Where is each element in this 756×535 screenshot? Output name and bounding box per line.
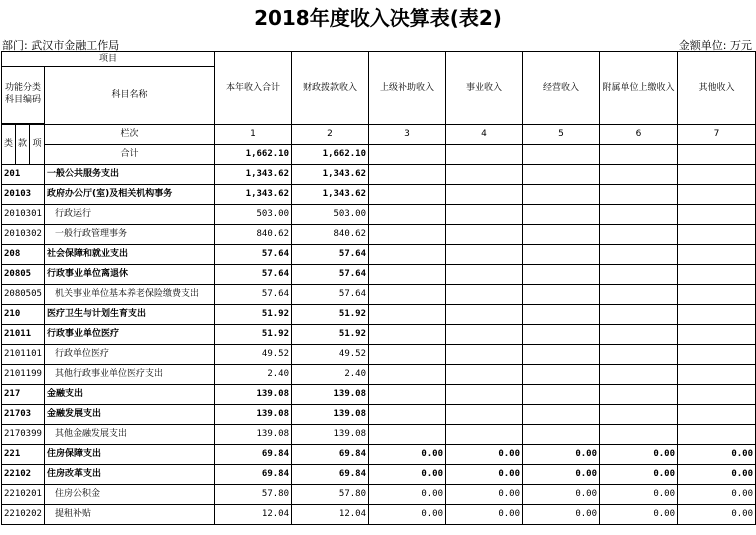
row-code: 22102 xyxy=(2,465,45,485)
row-subject-name: 金融发展支出 xyxy=(45,405,215,425)
row-value-col-1: 139.08 xyxy=(215,405,292,425)
row-value-col-1: 2.40 xyxy=(215,365,292,385)
row-value-col-1: 57.64 xyxy=(215,285,292,305)
row-value-col-3: 0.00 xyxy=(369,505,446,525)
row-value-col-3 xyxy=(369,405,446,425)
row-value-col-5 xyxy=(523,165,600,185)
row-value-col-5 xyxy=(523,205,600,225)
row-value-col-1: 840.62 xyxy=(215,225,292,245)
header-func-code-label: 功能分类科目编码 xyxy=(4,83,41,105)
row-value-col-6 xyxy=(600,165,678,185)
total-value-5 xyxy=(523,145,600,165)
row-value-col-3 xyxy=(369,245,446,265)
row-value-col-1: 57.80 xyxy=(215,485,292,505)
header-col-1: 本年收入合计 xyxy=(215,52,292,125)
row-value-col-2: 57.64 xyxy=(292,245,369,265)
row-value-col-2: 1,343.62 xyxy=(292,185,369,205)
row-value-col-6 xyxy=(600,225,678,245)
row-value-col-7 xyxy=(678,245,756,265)
row-value-col-2: 503.00 xyxy=(292,205,369,225)
total-value-1: 1,662.10 xyxy=(215,145,292,165)
row-value-col-1: 57.64 xyxy=(215,265,292,285)
row-value-col-6 xyxy=(600,325,678,345)
total-value-2: 1,662.10 xyxy=(292,145,369,165)
row-value-col-4 xyxy=(446,325,523,345)
col-number-4: 4 xyxy=(446,125,523,145)
row-value-col-3 xyxy=(369,185,446,205)
row-subject-name: 社会保障和就业支出 xyxy=(45,245,215,265)
row-value-col-4 xyxy=(446,425,523,445)
header-item: 项目 xyxy=(2,52,215,67)
row-value-col-7 xyxy=(678,425,756,445)
row-value-col-6 xyxy=(600,405,678,425)
row-value-col-4 xyxy=(446,365,523,385)
row-value-col-2: 840.62 xyxy=(292,225,369,245)
row-value-col-4 xyxy=(446,385,523,405)
table-row xyxy=(2,485,756,505)
row-code: 221 xyxy=(2,445,45,465)
row-value-col-2: 69.84 xyxy=(292,465,369,485)
row-value-col-3 xyxy=(369,285,446,305)
row-value-col-4 xyxy=(446,165,523,185)
header-lei: 类 xyxy=(2,125,16,165)
table-row xyxy=(2,265,756,285)
row-subject-name: 金融支出 xyxy=(45,385,215,405)
row-value-col-7 xyxy=(678,285,756,305)
row-value-col-7 xyxy=(678,185,756,205)
row-subject-name: 提租补贴 xyxy=(45,505,215,525)
row-value-col-4 xyxy=(446,205,523,225)
row-subject-name: 住房保障支出 xyxy=(45,445,215,465)
row-value-col-6: 0.00 xyxy=(600,485,678,505)
row-value-col-4: 0.00 xyxy=(446,465,523,485)
table-row xyxy=(2,365,756,385)
table-row xyxy=(2,185,756,205)
row-value-col-2: 51.92 xyxy=(292,325,369,345)
row-value-col-1: 12.04 xyxy=(215,505,292,525)
row-value-col-7 xyxy=(678,405,756,425)
row-value-col-5 xyxy=(523,425,600,445)
row-subject-name: 住房改革支出 xyxy=(45,465,215,485)
header-row-item xyxy=(2,52,756,67)
row-value-col-2: 57.64 xyxy=(292,285,369,305)
row-value-col-1: 139.08 xyxy=(215,385,292,405)
row-value-col-6 xyxy=(600,205,678,225)
row-code: 208 xyxy=(2,245,45,265)
row-value-col-4 xyxy=(446,185,523,205)
report-title: 2018年度收入决算表(表2) xyxy=(254,6,502,30)
row-value-col-3 xyxy=(369,225,446,245)
row-value-col-6 xyxy=(600,245,678,265)
row-value-col-6 xyxy=(600,185,678,205)
row-subject-name: 住房公积金 xyxy=(45,485,215,505)
header-kuan: 款 xyxy=(16,125,30,165)
department-label: 部门: 武汉市金融工作局 xyxy=(2,39,120,52)
row-value-col-7 xyxy=(678,165,756,185)
header-col-4: 事业收入 xyxy=(446,52,523,125)
row-value-col-3 xyxy=(369,265,446,285)
row-value-col-5 xyxy=(523,365,600,385)
table-row xyxy=(2,385,756,405)
row-value-col-5 xyxy=(523,305,600,325)
row-value-col-1: 51.92 xyxy=(215,325,292,345)
row-value-col-3: 0.00 xyxy=(369,485,446,505)
row-value-col-1: 1,343.62 xyxy=(215,185,292,205)
row-value-col-7 xyxy=(678,205,756,225)
table-row xyxy=(2,205,756,225)
row-value-col-3: 0.00 xyxy=(369,465,446,485)
row-subject-name: 行政事业单位医疗 xyxy=(45,325,215,345)
row-value-col-6: 0.00 xyxy=(600,445,678,465)
total-row xyxy=(2,145,756,165)
row-value-col-2: 139.08 xyxy=(292,425,369,445)
row-value-col-1: 57.64 xyxy=(215,245,292,265)
header-col-2: 财政拨款收入 xyxy=(292,52,369,125)
header-subject-name: 科目名称 xyxy=(45,67,215,125)
row-subject-name: 机关事业单位基本养老保险缴费支出 xyxy=(45,285,215,305)
row-subject-name: 一般公共服务支出 xyxy=(45,165,215,185)
table-row xyxy=(2,505,756,525)
header-row-index xyxy=(2,125,756,145)
row-value-col-1: 503.00 xyxy=(215,205,292,225)
row-code: 2210201 xyxy=(2,485,45,505)
row-subject-name: 行政单位医疗 xyxy=(45,345,215,365)
row-value-col-6 xyxy=(600,425,678,445)
row-value-col-6: 0.00 xyxy=(600,465,678,485)
row-value-col-6 xyxy=(600,365,678,385)
table-row xyxy=(2,285,756,305)
row-value-col-4 xyxy=(446,345,523,365)
row-code: 2101101 xyxy=(2,345,45,365)
row-code: 2010302 xyxy=(2,225,45,245)
row-value-col-7 xyxy=(678,325,756,345)
row-value-col-6 xyxy=(600,265,678,285)
row-code: 20805 xyxy=(2,265,45,285)
row-code: 2010301 xyxy=(2,205,45,225)
row-value-col-4: 0.00 xyxy=(446,505,523,525)
row-value-col-3 xyxy=(369,205,446,225)
row-value-col-7: 0.00 xyxy=(678,465,756,485)
row-subject-name: 一般行政管理事务 xyxy=(45,225,215,245)
header-xiang: 项 xyxy=(30,125,45,165)
row-value-col-3 xyxy=(369,165,446,185)
row-value-col-6 xyxy=(600,285,678,305)
row-value-col-5 xyxy=(523,405,600,425)
row-code: 2101199 xyxy=(2,365,45,385)
total-value-6 xyxy=(600,145,678,165)
row-code: 21703 xyxy=(2,405,45,425)
row-code: 20103 xyxy=(2,185,45,205)
row-code: 210 xyxy=(2,305,45,325)
table-row xyxy=(2,165,756,185)
row-value-col-7 xyxy=(678,265,756,285)
row-value-col-2: 1,343.62 xyxy=(292,165,369,185)
row-value-col-5 xyxy=(523,265,600,285)
row-value-col-5 xyxy=(523,345,600,365)
row-subject-name: 其他行政事业单位医疗支出 xyxy=(45,365,215,385)
table-row xyxy=(2,245,756,265)
header-col-7: 其他收入 xyxy=(678,52,756,125)
col-number-3: 3 xyxy=(369,125,446,145)
row-value-col-5: 0.00 xyxy=(523,445,600,465)
revenue-table xyxy=(1,51,756,525)
row-subject-name: 其他金融发展支出 xyxy=(45,425,215,445)
table-row xyxy=(2,305,756,325)
row-value-col-3 xyxy=(369,365,446,385)
table-row xyxy=(2,465,756,485)
table-row xyxy=(2,445,756,465)
row-value-col-5 xyxy=(523,185,600,205)
row-value-col-2: 51.92 xyxy=(292,305,369,325)
row-value-col-2: 49.52 xyxy=(292,345,369,365)
row-value-col-4 xyxy=(446,285,523,305)
row-value-col-7 xyxy=(678,305,756,325)
row-value-col-5 xyxy=(523,385,600,405)
row-code: 2170399 xyxy=(2,425,45,445)
col-number-5: 5 xyxy=(523,125,600,145)
row-subject-name: 行政运行 xyxy=(45,205,215,225)
row-value-col-2: 12.04 xyxy=(292,505,369,525)
row-subject-name: 医疗卫生与计划生育支出 xyxy=(45,305,215,325)
col-number-1: 1 xyxy=(215,125,292,145)
row-value-col-4 xyxy=(446,225,523,245)
row-value-col-1: 49.52 xyxy=(215,345,292,365)
row-value-col-7: 0.00 xyxy=(678,445,756,465)
row-value-col-4 xyxy=(446,405,523,425)
row-value-col-2: 57.64 xyxy=(292,265,369,285)
table-row xyxy=(2,225,756,245)
row-value-col-3 xyxy=(369,345,446,365)
table-row xyxy=(2,405,756,425)
table-row xyxy=(2,425,756,445)
row-value-col-1: 69.84 xyxy=(215,445,292,465)
row-value-col-5: 0.00 xyxy=(523,505,600,525)
unit-label: 金额单位: 万元 xyxy=(678,39,752,52)
row-subject-name: 政府办公厅(室)及相关机构事务 xyxy=(45,185,215,205)
table-row xyxy=(2,325,756,345)
row-value-col-7: 0.00 xyxy=(678,485,756,505)
row-value-col-7 xyxy=(678,385,756,405)
header-col-5: 经营收入 xyxy=(523,52,600,125)
row-value-col-6 xyxy=(600,345,678,365)
row-subject-name: 行政事业单位离退休 xyxy=(45,265,215,285)
row-value-col-7 xyxy=(678,225,756,245)
row-value-col-2: 69.84 xyxy=(292,445,369,465)
row-value-col-5 xyxy=(523,325,600,345)
row-value-col-6 xyxy=(600,385,678,405)
row-value-col-3 xyxy=(369,325,446,345)
col-number-7: 7 xyxy=(678,125,756,145)
header-func-code xyxy=(2,67,45,124)
row-value-col-2: 2.40 xyxy=(292,365,369,385)
header-col-3: 上级补助收入 xyxy=(369,52,446,125)
total-value-7 xyxy=(678,145,756,165)
table-row xyxy=(2,345,756,365)
row-code: 2210202 xyxy=(2,505,45,525)
row-value-col-3 xyxy=(369,305,446,325)
row-value-col-5: 0.00 xyxy=(523,465,600,485)
row-code: 21011 xyxy=(2,325,45,345)
row-value-col-4: 0.00 xyxy=(446,445,523,465)
total-value-4 xyxy=(446,145,523,165)
header-col-6: 附属单位上缴收入 xyxy=(600,52,678,125)
col-number-2: 2 xyxy=(292,125,369,145)
row-value-col-3: 0.00 xyxy=(369,445,446,465)
row-value-col-5 xyxy=(523,285,600,305)
row-value-col-2: 139.08 xyxy=(292,405,369,425)
header-col-row: 栏次 xyxy=(45,125,215,145)
row-value-col-5 xyxy=(523,225,600,245)
row-value-col-4 xyxy=(446,265,523,285)
col-number-6: 6 xyxy=(600,125,678,145)
row-value-col-4: 0.00 xyxy=(446,485,523,505)
row-code: 201 xyxy=(2,165,45,185)
row-value-col-6: 0.00 xyxy=(600,505,678,525)
row-code: 2080505 xyxy=(2,285,45,305)
row-value-col-1: 1,343.62 xyxy=(215,165,292,185)
row-value-col-4 xyxy=(446,245,523,265)
row-value-col-7: 0.00 xyxy=(678,505,756,525)
row-value-col-5 xyxy=(523,245,600,265)
row-value-col-2: 57.80 xyxy=(292,485,369,505)
row-value-col-4 xyxy=(446,305,523,325)
row-value-col-6 xyxy=(600,305,678,325)
row-value-col-7 xyxy=(678,345,756,365)
row-code: 217 xyxy=(2,385,45,405)
row-value-col-2: 139.08 xyxy=(292,385,369,405)
row-value-col-1: 69.84 xyxy=(215,465,292,485)
total-label: 合计 xyxy=(45,145,215,165)
row-value-col-1: 139.08 xyxy=(215,425,292,445)
total-value-3 xyxy=(369,145,446,165)
row-value-col-5: 0.00 xyxy=(523,485,600,505)
row-value-col-3 xyxy=(369,425,446,445)
row-value-col-3 xyxy=(369,385,446,405)
row-value-col-7 xyxy=(678,365,756,385)
row-value-col-1: 51.92 xyxy=(215,305,292,325)
